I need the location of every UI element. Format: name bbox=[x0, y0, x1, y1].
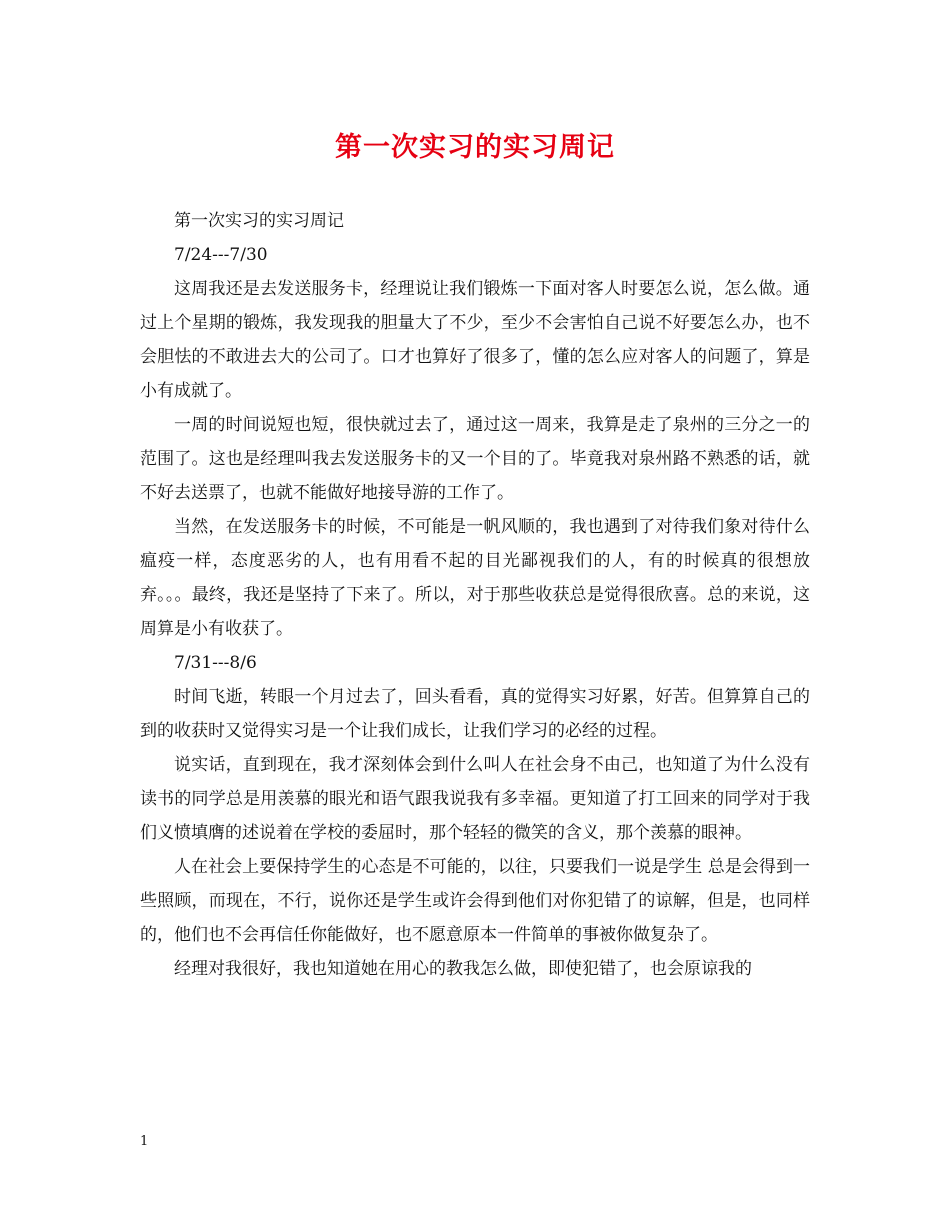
paragraph: 经理对我很好，我也知道她在用心的教我怎么做，即使犯错了，也会原谅我的 bbox=[174, 959, 752, 979]
document-title: 第一次实习的实习周记 bbox=[335, 132, 615, 163]
paragraph: 时间飞逝，转眼一个月过去了，回头看看，真的觉得实习好累，好苦。但算算自己的到的收获时又觉得实习是一个让我们成长，让我们学习的必经的过程。 bbox=[140, 687, 810, 741]
paragraph: 一周的时间说短也短，很快就过去了，通过这一周来，我算是走了泉州的三分之一的范围了。这也是经理叫我去发送服务卡的又一个目的了。毕竟我对泉州路不熟悉的话，就不好去送票了，也就不能做好地接导游的工作了。 bbox=[140, 415, 810, 503]
paragraph: 说实话，直到现在，我才深刻体会到什么叫人在社会身不由己，也知道了为什么没有读书的同学总是用羡慕的眼光和语气跟我说我有多幸福。更知道了打工回来的同学对于我们义愤填膺的述说着在学校的委屈时，那个轻轻的微笑的含义，那个羡慕的眼神。 bbox=[140, 755, 810, 843]
paragraph: 这周我还是去发送服务卡，经理说让我们锻炼一下面对客人时要怎么说，怎么做。通过上个星期的锻炼，我发现我的胆量大了不少，至少不会害怕自己说不好要怎么办，也不会胆怯的不敢进去大的公司了。口才也算好了很多了，懂的怎么应对客人的问题了，算是小有成就了。 bbox=[140, 279, 810, 401]
document-body bbox=[140, 204, 810, 986]
paragraph: 当然，在发送服务卡的时候，不可能是一帆风顺的，我也遇到了对待我们象对待什么瘟疫一样，态度恶劣的人，也有用看不起的目光鄙视我们的人，有的时候真的很想放弃。。。最终，我还是坚持了下来了。所以，对于那些收获总是觉得很欣喜。总的来说，这周算是小有收获了。 bbox=[140, 517, 810, 639]
paragraph-date-range-2: 7/31---8/6 bbox=[174, 653, 257, 673]
paragraph-date-range-1: 7/24---7/30 bbox=[174, 245, 268, 265]
paragraph: 人在社会上要保持学生的心态是不可能的，以往，只要我们一说是学生 总是会得到一些照顾，而现在，不行，说你还是学生或许会得到他们对你犯错了的谅解，但是，也同样的，他们也不会再信任你能做好，也不愿意原本一件简单的事被你做复杂了。 bbox=[140, 857, 810, 945]
page-number: 1 bbox=[140, 1134, 149, 1149]
paragraph-subtitle: 第一次实习的实习周记 bbox=[174, 211, 344, 231]
